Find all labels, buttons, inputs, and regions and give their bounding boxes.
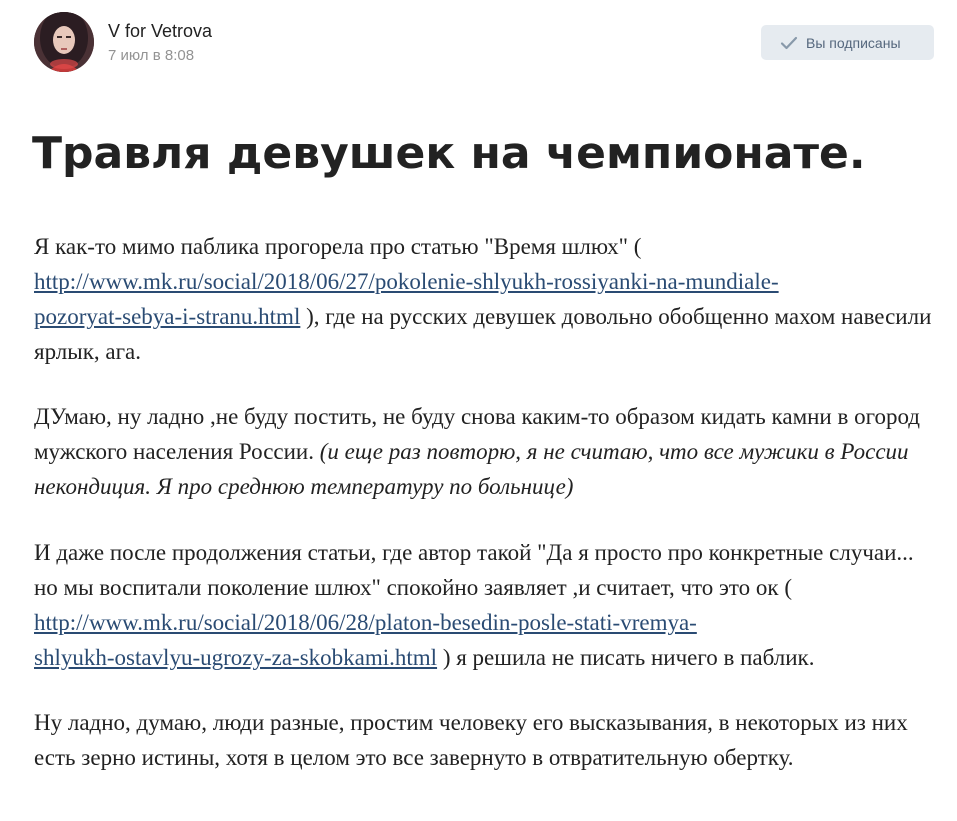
link-text: shlyukh-ostavlyu-ugrozy-za-skobkami.html <box>34 645 438 670</box>
avatar-image <box>34 12 94 72</box>
author-name[interactable]: V for Vetrova <box>108 21 213 41</box>
subscribed-label: Вы подписаны <box>806 34 901 51</box>
paragraph-text: ДУмаю, ну ладно ,не буду постить, не буду снова каким-то образом кидать камни в огород мужского населения России. <box>34 404 921 464</box>
link-text: http://www.mk.ru/social/2018/06/27/pokolenie-shlyukh-rossiyanki-na-mundiale- <box>34 269 779 294</box>
article-paragraph <box>34 535 934 675</box>
post-date[interactable]: 7 июл в 8:08 <box>108 47 195 64</box>
italic-note: (и еще раз повторю, я не считаю, что все мужики в России некондиция. Я про среднюю температуру по больнице) <box>34 439 909 499</box>
article-title: Травля девушек на чемпионате. <box>32 128 866 179</box>
article-paragraph <box>34 399 934 504</box>
article-paragraph <box>34 705 934 775</box>
paragraph-text: Ну ладно, думаю, люди разные, простим человеку его высказывания, в некоторых из них есть зерно истины, хотя в целом это все завернуто в отвратительную обертку. <box>34 710 908 770</box>
post-header <box>0 0 957 85</box>
paragraph-text: И даже после продолжения статьи, где автор такой "Да я просто про конкретные случаи... но мы воспитали поколение шлюх" спокойно заявляет ,и считает, что это ок ( <box>34 540 914 600</box>
check-icon <box>780 36 798 50</box>
paragraph-text: Я как-то мимо паблика прогорела про статью "Время шлюх" ( <box>34 234 642 259</box>
article-paragraph <box>34 229 934 369</box>
paragraph-text: ) я решила не писать ничего в паблик. <box>437 645 815 670</box>
avatar[interactable] <box>34 12 94 72</box>
link-text: pozoryat-sebya-i-stranu.html <box>34 304 301 329</box>
paragraph-text: ), где на русских девушек довольно обобщенно махом навесили ярлык, ага. <box>34 304 932 364</box>
link-text: http://www.mk.ru/social/2018/06/28/platon-besedin-posle-stati-vremya- <box>34 610 697 635</box>
subscribed-button[interactable] <box>761 25 934 60</box>
